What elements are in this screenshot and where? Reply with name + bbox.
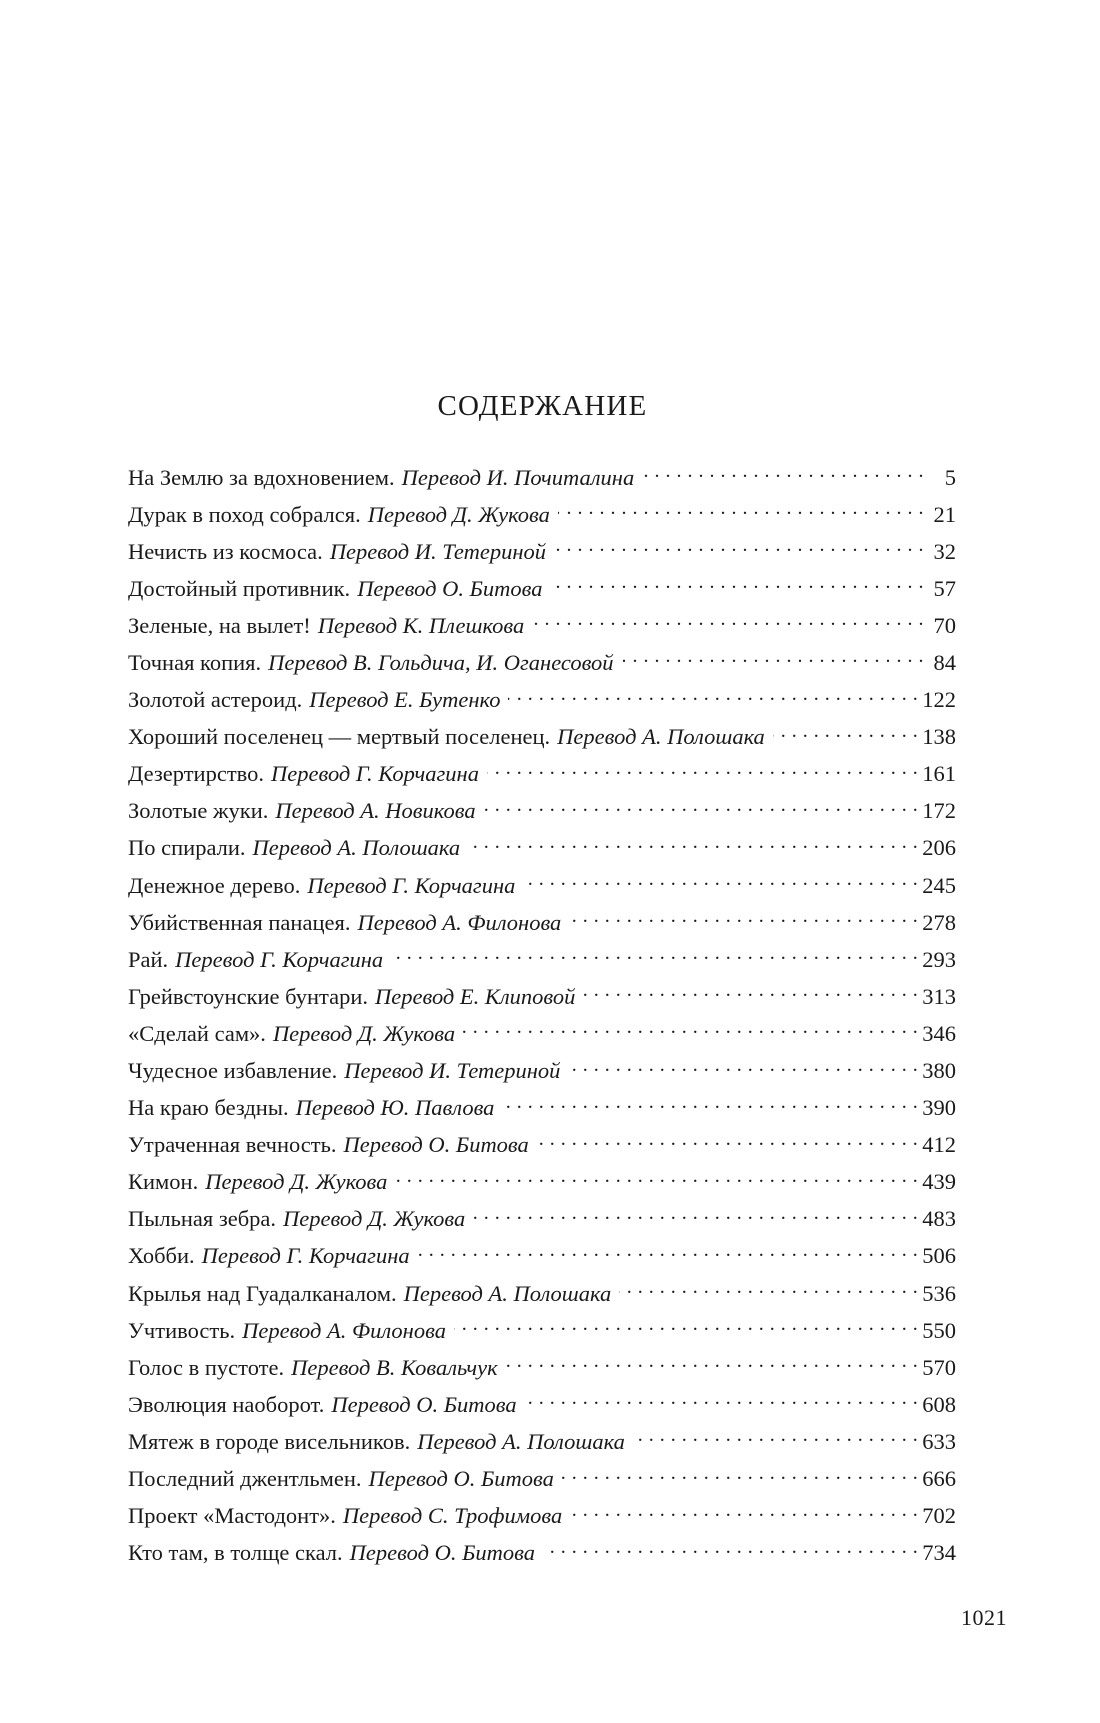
entry-title: Грейвстоунские бунтари.: [128, 983, 369, 1009]
entry-translator-credit: Перевод Г. Корчагина: [271, 761, 479, 787]
entry-page-number: 536: [922, 1280, 956, 1306]
entry-title: Дезертирство.: [128, 761, 264, 787]
dot-leader: [468, 833, 918, 856]
dot-leader: [562, 1464, 918, 1487]
entry-translator-credit: Перевод А. Полошака: [252, 835, 461, 861]
toc-entry: [128, 759, 956, 796]
toc-entry: [128, 1056, 956, 1093]
entry-page-number: 390: [922, 1095, 956, 1121]
entry-title: Утраченная вечность.: [128, 1132, 337, 1158]
dot-leader: [463, 1018, 918, 1041]
entry-title: Золотые жуки.: [128, 798, 269, 824]
dot-leader: [773, 722, 918, 745]
entry-page-number: 570: [922, 1354, 956, 1380]
dot-leader: [454, 1315, 918, 1338]
entry-page-number: 245: [922, 872, 956, 898]
entry-page-number: 550: [922, 1317, 956, 1343]
toc-entry: [128, 1464, 956, 1501]
toc-entry: [128, 1130, 956, 1167]
toc-entry: [128, 1538, 956, 1575]
entry-translator-credit: Перевод А. Полошака: [403, 1280, 612, 1306]
entry-translator-credit: Перевод О. Битова: [368, 1466, 554, 1492]
toc-entry: [128, 573, 956, 610]
toc-entry: [128, 1278, 956, 1315]
entry-translator-credit: Перевод В. Гольдича, И. Оганесовой: [268, 649, 614, 675]
entry-page-number: 278: [922, 909, 956, 935]
entry-title: Золотой астероид.: [128, 687, 303, 713]
entry-title: Дурак в поход собрался.: [128, 501, 361, 527]
toc-heading: СОДЕРЖАНИЕ: [437, 390, 648, 422]
page-number: 1021: [961, 1605, 1007, 1630]
toc-entry: [128, 907, 956, 944]
entry-translator-credit: Перевод Г. Корчагина: [175, 946, 384, 972]
entry-title: Нечисть из космоса.: [128, 538, 323, 564]
entry-page-number: 608: [922, 1391, 956, 1417]
entry-translator-credit: Перевод О. Битова: [331, 1391, 517, 1417]
entry-page-number: 293: [922, 946, 956, 972]
dot-leader: [583, 981, 918, 1004]
entry-title: Чудесное избавление.: [128, 1058, 338, 1083]
entry-page-number: 734: [922, 1540, 956, 1566]
entry-translator-credit: Перевод И. Тетериной: [344, 1058, 561, 1083]
entry-translator-credit: Перевод А. Полошака: [557, 724, 765, 750]
dot-leader: [484, 796, 919, 819]
entry-translator-credit: Перевод Е. Бутенко: [309, 687, 501, 713]
entry-title: Учтивость.: [128, 1317, 236, 1343]
entry-title: Проект «Мастодонт».: [128, 1503, 336, 1529]
toc-entry: [128, 536, 956, 573]
toc-entry: [128, 1204, 956, 1241]
dot-leader: [622, 647, 924, 670]
entry-page-number: 138: [922, 724, 956, 750]
entry-page-number: 84: [933, 649, 956, 675]
dot-leader: [543, 1538, 918, 1561]
entry-title: Достойный противник.: [128, 575, 351, 601]
entry-page-number: 506: [922, 1243, 956, 1269]
entry-translator-credit: Перевод Г. Корчагина: [201, 1243, 410, 1269]
dot-leader: [395, 1167, 918, 1190]
toc-entry: [128, 796, 956, 833]
toc-entry: [128, 1426, 956, 1463]
entry-page-number: 702: [922, 1503, 956, 1529]
entry-title: Денежное дерево.: [128, 872, 301, 898]
toc-entry: [128, 870, 956, 907]
toc-entry: [128, 722, 956, 759]
entry-page-number: 122: [922, 687, 956, 713]
entry-title: Эволюция наоборот.: [128, 1391, 325, 1417]
entry-page-number: 412: [922, 1132, 956, 1158]
entry-title: Крылья над Гуадалканалом.: [128, 1280, 397, 1306]
dot-leader: [642, 462, 924, 485]
entry-page-number: 483: [922, 1206, 956, 1232]
entry-translator-credit: Перевод И. Тетериной: [329, 538, 547, 564]
entry-page-number: 32: [933, 538, 956, 564]
toc-entry: [128, 1501, 956, 1538]
toc-entry: [128, 1352, 956, 1389]
entry-page-number: 57: [933, 575, 956, 601]
entry-page-number: 172: [922, 798, 956, 824]
entry-title: Хобби.: [128, 1243, 195, 1269]
toc-entry: [128, 1389, 956, 1426]
entry-title: Пыльная зебра.: [128, 1206, 277, 1232]
entry-translator-credit: Перевод И. Почиталина: [401, 464, 635, 490]
toc-entry: [128, 462, 956, 499]
entry-translator-credit: Перевод Е. Клиповой: [375, 983, 576, 1009]
toc-entry: [128, 1241, 956, 1278]
toc-entry: [128, 1167, 956, 1204]
dot-leader: [619, 1278, 918, 1301]
entry-page-number: 21: [933, 501, 956, 527]
dot-leader: [568, 1056, 918, 1079]
entry-title: Кто там, в толще скал.: [128, 1540, 343, 1566]
dot-leader: [506, 1352, 919, 1375]
dot-leader: [508, 685, 918, 708]
toc-entry: [128, 944, 956, 981]
entry-page-number: 439: [922, 1169, 956, 1195]
entry-translator-credit: Перевод Д. Жукова: [272, 1020, 456, 1046]
entry-title: Убийственная панацея.: [128, 909, 351, 935]
entry-title: Голос в пустоте.: [128, 1354, 285, 1380]
dot-leader: [391, 944, 918, 967]
toc-entry: [128, 685, 956, 722]
entry-page-number: 70: [933, 612, 956, 638]
dot-leader: [523, 870, 918, 893]
toc-entry: [128, 1018, 956, 1055]
entry-page-number: 666: [922, 1466, 956, 1492]
entry-title: На краю бездны.: [128, 1095, 289, 1121]
dot-leader: [550, 573, 924, 596]
dot-leader: [570, 1501, 918, 1524]
dot-leader: [487, 759, 918, 782]
entry-translator-credit: Перевод А. Полошака: [417, 1428, 625, 1454]
entry-page-number: 633: [922, 1428, 956, 1454]
entry-translator-credit: Перевод Г. Корчагина: [307, 872, 516, 898]
entry-translator-credit: Перевод О. Битова: [349, 1540, 535, 1566]
entry-title: Кимон.: [128, 1169, 199, 1195]
toc-entry: [128, 981, 956, 1018]
dot-leader: [633, 1426, 918, 1449]
entry-translator-credit: Перевод К. Плешкова: [317, 612, 525, 638]
entry-page-number: 380: [922, 1058, 956, 1083]
entry-title: Точная копия.: [128, 649, 262, 675]
dot-leader: [558, 499, 924, 522]
toc-entry: [128, 610, 956, 647]
entry-page-number: 313: [922, 983, 956, 1009]
entry-page-number: 346: [922, 1020, 956, 1046]
dot-leader: [502, 1093, 918, 1116]
entry-translator-credit: Перевод А. Филонова: [242, 1317, 446, 1343]
dot-leader: [418, 1241, 919, 1264]
toc-list: [128, 462, 956, 1575]
dot-leader: [569, 907, 918, 930]
dot-leader: [532, 610, 924, 633]
entry-page-number: 5: [944, 464, 956, 490]
dot-leader: [525, 1389, 919, 1412]
entry-translator-credit: Перевод Д. Жукова: [205, 1169, 388, 1195]
dot-leader: [554, 536, 924, 559]
toc-entry: [128, 499, 956, 536]
entry-translator-credit: Перевод Д. Жукова: [367, 501, 550, 527]
entry-page-number: 206: [922, 835, 956, 861]
entry-translator-credit: Перевод Д. Жукова: [283, 1206, 466, 1232]
entry-translator-credit: Перевод О. Битова: [343, 1132, 529, 1158]
entry-title: На Землю за вдохновением.: [128, 464, 395, 490]
toc-entry: [128, 1315, 956, 1352]
entry-translator-credit: Перевод О. Битова: [357, 575, 543, 601]
entry-title: Последний джентльмен.: [128, 1466, 362, 1492]
toc-entry: [128, 647, 956, 684]
entry-title: Рай.: [128, 946, 169, 972]
entry-translator-credit: Перевод С. Трофимова: [342, 1503, 563, 1529]
entry-title: Хороший поселенец — мертвый поселенец.: [128, 724, 551, 750]
toc-entry: [128, 1093, 956, 1130]
entry-title: Зеленые, на вылет!: [128, 612, 311, 638]
entry-title: «Сделай сам».: [128, 1020, 266, 1046]
entry-translator-credit: Перевод В. Ковальчук: [291, 1354, 498, 1380]
entry-translator-credit: Перевод А. Филонова: [357, 909, 562, 935]
dot-leader: [537, 1130, 918, 1153]
entry-title: Мятеж в городе висельников.: [128, 1428, 411, 1454]
entry-translator-credit: Перевод А. Новикова: [275, 798, 476, 824]
entry-page-number: 161: [922, 761, 956, 787]
toc-entry: [128, 833, 956, 870]
entry-translator-credit: Перевод Ю. Павлова: [295, 1095, 495, 1121]
dot-leader: [473, 1204, 918, 1227]
entry-title: По спирали.: [128, 835, 246, 861]
